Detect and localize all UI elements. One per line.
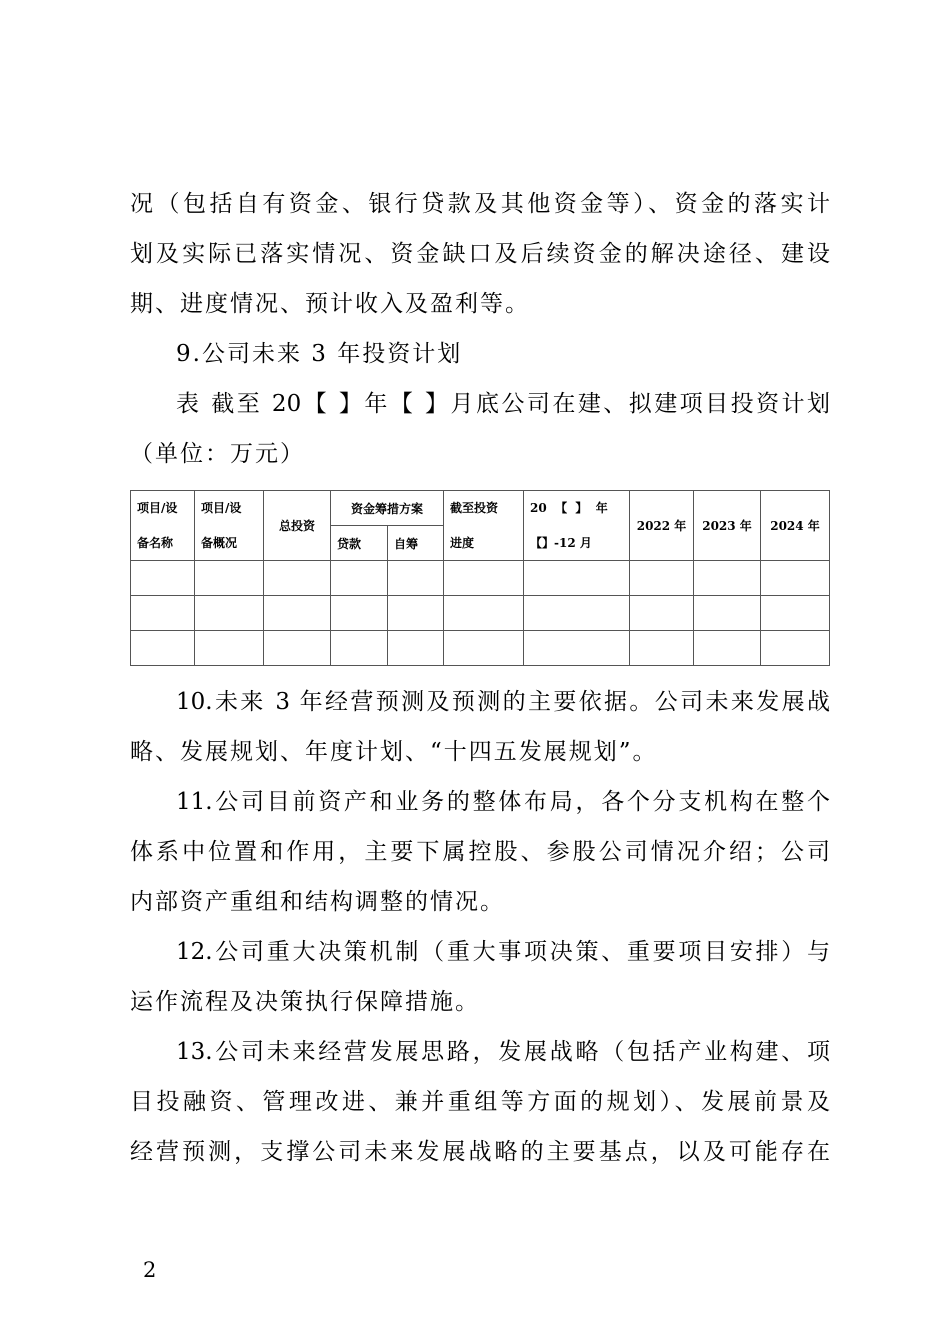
paragraph-8-line-1: 况（包括自有资金、银行贷款及其他资金等）、资金的落实计 (130, 191, 830, 217)
table-cell (131, 596, 195, 631)
paragraph-8-line-3: 期、进度情况、预计收入及盈利等。 (130, 291, 530, 317)
table-row (131, 631, 830, 666)
header-item-name: 项目/设 备名称 (131, 491, 195, 561)
header-self-raised: 自筹 (388, 526, 444, 561)
header-funding-plan: 资金筹措方案 (331, 491, 444, 526)
header-year-2024: 2024 年 (761, 491, 830, 561)
paragraph-9-heading: 9.公司未来 3 年投资计划 (176, 341, 463, 367)
header-period: 20 【 】 年 【】-12 月 (524, 491, 630, 561)
table-cell (444, 596, 524, 631)
table-cell (195, 596, 264, 631)
table-cell (694, 631, 761, 666)
table-cell (264, 561, 331, 596)
table-cell (761, 631, 830, 666)
table-cell (195, 561, 264, 596)
table-cell (444, 631, 524, 666)
investment-plan-table (130, 490, 830, 666)
table-cell (331, 561, 388, 596)
page-number: 2 (143, 1258, 157, 1282)
header-investment-progress: 截至投资 进度 (444, 491, 524, 561)
paragraph-10-line-1: 10.未来 3 年经营预测及预测的主要依据。公司未来发展战 (176, 689, 830, 715)
table-cell (388, 561, 444, 596)
table-caption-line-1: 表 截至 20【 】年【 】月底公司在建、拟建项目投资计划 (176, 391, 830, 417)
table-cell (630, 631, 694, 666)
table-cell (388, 596, 444, 631)
table-cell (761, 596, 830, 631)
paragraph-12-line-1: 12.公司重大决策机制（重大事项决策、重要项目安排）与 (176, 939, 830, 965)
table-cell (524, 561, 630, 596)
header-item-overview: 项目/设 备概况 (195, 491, 264, 561)
paragraph-8-line-2: 划及实际已落实情况、资金缺口及后续资金的解决途径、建设 (130, 241, 830, 267)
header-loan: 贷款 (331, 526, 388, 561)
table-cell (131, 631, 195, 666)
table-cell (524, 631, 630, 666)
table-cell (694, 596, 761, 631)
table-cell (761, 561, 830, 596)
paragraph-13-line-2: 目投融资、管理改进、兼并重组等方面的规划）、发展前景及 (130, 1089, 830, 1115)
table-cell (195, 631, 264, 666)
paragraph-10-line-2: 略、发展规划、年度计划、“十四五发展规划”。 (130, 739, 658, 765)
table-row (131, 596, 830, 631)
paragraph-11-line-3: 内部资产重组和结构调整的情况。 (130, 889, 505, 915)
paragraph-11-line-2: 体系中位置和作用，主要下属控股、参股公司情况介绍；公司 (130, 839, 830, 865)
header-total-investment: 总投资 (264, 491, 331, 561)
paragraph-13-line-1: 13.公司未来经营发展思路，发展战略（包括产业构建、项 (176, 1039, 830, 1065)
table-cell (630, 561, 694, 596)
paragraph-12-line-2: 运作流程及决策执行保障措施。 (130, 989, 480, 1015)
paragraph-13-line-3: 经营预测，支撑公司未来发展战略的主要基点，以及可能存在 (130, 1139, 830, 1165)
paragraph-11-line-1: 11.公司目前资产和业务的整体布局，各个分支机构在整个 (176, 789, 830, 815)
table-cell (331, 631, 388, 666)
table-cell (388, 631, 444, 666)
table-cell (630, 596, 694, 631)
table-row (131, 561, 830, 596)
table-cell (331, 596, 388, 631)
table-caption-line-2: （单位：万元） (130, 441, 305, 467)
table-cell (131, 561, 195, 596)
table-cell (264, 631, 331, 666)
header-year-2023: 2023 年 (694, 491, 761, 561)
table-header-row (131, 491, 830, 526)
header-year-2022: 2022 年 (630, 491, 694, 561)
table-cell (444, 561, 524, 596)
table-cell (264, 596, 331, 631)
table-cell (524, 596, 630, 631)
table-cell (694, 561, 761, 596)
